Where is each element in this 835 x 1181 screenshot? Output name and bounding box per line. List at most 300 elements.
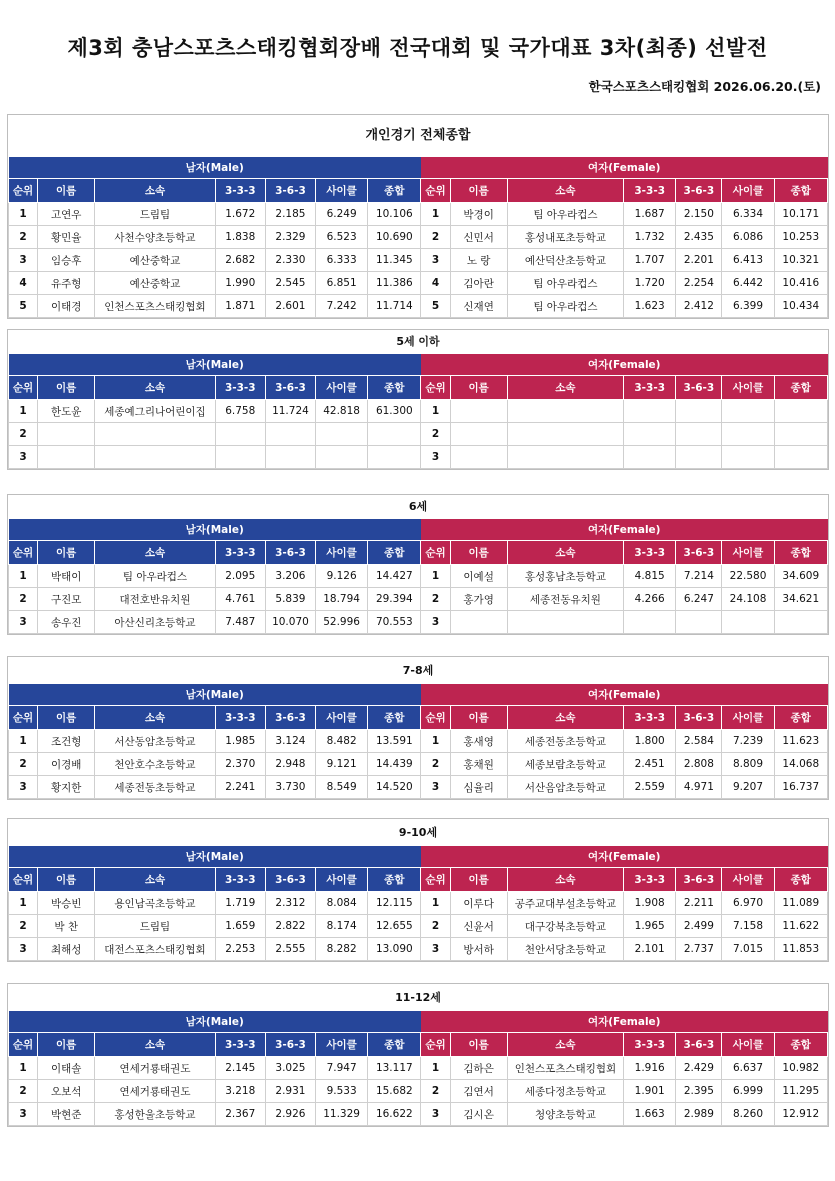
cell-name: 신윤서 [450,915,507,938]
table-row [9,938,828,961]
cell-cycle: 9.126 [316,565,368,588]
cell-cycle: 9.207 [722,776,774,799]
cell-cycle: 6.851 [316,272,368,295]
cell-cycle: 6.999 [722,1080,774,1103]
column-header-cycle: 사이클 [722,541,774,565]
cell-total: 11.714 [368,295,421,318]
cell-name: 홍가영 [450,588,507,611]
cell-total: 70.553 [368,611,421,634]
table-row [9,776,828,799]
cell-score-363: 6.247 [676,588,722,611]
cell-score-363: 2.808 [676,753,722,776]
column-header-cycle: 사이클 [722,868,774,892]
male-header: 남자(Male) [9,846,421,868]
cell-total: 14.427 [368,565,421,588]
cell-affiliation [507,446,623,469]
column-header-score-333: 3-3-3 [624,706,676,730]
table-row [9,203,828,226]
column-header-name: 이름 [38,541,95,565]
cell-rank: 1 [9,565,38,588]
column-header-score-363: 3-6-3 [676,706,722,730]
cell-score-363: 2.150 [676,203,722,226]
cell-score-333: 1.720 [624,272,676,295]
cell-score-363: 2.201 [676,249,722,272]
cell-score-363: 2.601 [265,295,315,318]
cell-rank: 1 [9,400,38,423]
cell-affiliation: 드림팀 [95,203,215,226]
cell-name: 한도윤 [38,400,95,423]
section-title: 11-12세 [395,991,441,1004]
results-table [8,354,828,469]
column-header-score-363: 3-6-3 [265,376,315,400]
column-header-cycle: 사이클 [316,1033,368,1057]
section-5 [7,983,829,1127]
cell-affiliation: 공주교대부설초등학교 [507,892,623,915]
column-header-score-333: 3-3-3 [215,1033,265,1057]
cell-score-333: 2.145 [215,1057,265,1080]
cell-cycle: 7.242 [316,295,368,318]
cell-score-333: 2.101 [624,938,676,961]
column-header-name: 이름 [450,706,507,730]
cell-name: 노 랑 [450,249,507,272]
cell-rank: 3 [421,776,450,799]
cell-score-363: 2.329 [265,226,315,249]
column-header-name: 이름 [450,541,507,565]
male-header: 남자(Male) [9,1011,421,1033]
cell-rank: 2 [421,753,450,776]
cell-score-363 [676,400,722,423]
cell-affiliation: 세종예그리나어린이집 [95,400,215,423]
cell-score-333: 2.253 [215,938,265,961]
cell-name: 심율리 [450,776,507,799]
cell-total: 10.982 [774,1057,827,1080]
cell-score-333: 1.659 [215,915,265,938]
column-header-rank: 순위 [9,179,38,203]
results-table [8,1011,828,1126]
cell-score-333: 4.815 [624,565,676,588]
cell-total [368,423,421,446]
section-2 [7,494,829,635]
table-row [9,730,828,753]
table-row [9,753,828,776]
male-header: 남자(Male) [9,519,421,541]
column-header-rank: 순위 [421,376,450,400]
cell-cycle [316,423,368,446]
cell-rank: 3 [9,611,38,634]
cell-name: 임승후 [38,249,95,272]
column-header-total: 종합 [774,179,827,203]
column-header-total: 종합 [774,868,827,892]
cell-score-363: 2.429 [676,1057,722,1080]
cell-affiliation: 세종보람초등학교 [507,753,623,776]
cell-total: 10.690 [368,226,421,249]
cell-total: 15.682 [368,1080,421,1103]
cell-score-333: 1.871 [215,295,265,318]
section-3 [7,656,829,800]
cell-score-363: 2.584 [676,730,722,753]
cell-score-333 [624,446,676,469]
column-header-affiliation: 소속 [95,706,215,730]
female-header: 여자(Female) [421,519,828,541]
column-header-cycle: 사이클 [316,868,368,892]
cell-cycle: 6.413 [722,249,774,272]
cell-affiliation: 팀 아우라컵스 [95,565,215,588]
column-header-name: 이름 [450,868,507,892]
cell-cycle: 9.121 [316,753,368,776]
cell-name [450,400,507,423]
cell-score-333: 1.732 [624,226,676,249]
cell-total: 13.090 [368,938,421,961]
cell-rank: 5 [421,295,450,318]
cell-score-363: 2.555 [265,938,315,961]
column-header-name: 이름 [450,179,507,203]
cell-affiliation: 예산덕산초등학교 [507,249,623,272]
cell-name: 구진모 [38,588,95,611]
column-header-affiliation: 소속 [507,706,623,730]
cell-rank: 2 [9,226,38,249]
cell-total [774,400,827,423]
cell-score-363: 2.499 [676,915,722,938]
cell-name: 조건형 [38,730,95,753]
cell-affiliation [507,423,623,446]
cell-total: 11.295 [774,1080,827,1103]
column-header-rank: 순위 [9,868,38,892]
cell-score-333: 4.761 [215,588,265,611]
cell-score-333: 1.990 [215,272,265,295]
table-row [9,588,828,611]
cell-score-333 [215,423,265,446]
cell-total: 10.416 [774,272,827,295]
cell-score-333: 2.682 [215,249,265,272]
cell-name: 홍새영 [450,730,507,753]
cell-affiliation: 아산신리초등학교 [95,611,215,634]
column-header-total: 종합 [368,868,421,892]
table-row [9,1057,828,1080]
cell-score-363: 2.545 [265,272,315,295]
table-row [9,226,828,249]
cell-affiliation: 세종전동초등학교 [507,730,623,753]
column-header-rank: 순위 [421,541,450,565]
cell-name: 김아란 [450,272,507,295]
cell-name [450,423,507,446]
cell-affiliation: 인천스포츠스태킹협회 [507,1057,623,1080]
cell-cycle: 52.996 [316,611,368,634]
female-header: 여자(Female) [421,684,828,706]
cell-name: 박현준 [38,1103,95,1126]
cell-total [774,611,827,634]
cell-score-333: 1.838 [215,226,265,249]
cell-score-333: 1.985 [215,730,265,753]
cell-score-333: 3.218 [215,1080,265,1103]
column-header-affiliation: 소속 [95,179,215,203]
cell-score-333: 1.623 [624,295,676,318]
column-header-score-363: 3-6-3 [676,376,722,400]
cell-rank: 3 [421,249,450,272]
cell-cycle: 8.174 [316,915,368,938]
column-header-rank: 순위 [421,706,450,730]
cell-score-363 [265,446,315,469]
cell-cycle: 7.015 [722,938,774,961]
cell-rank: 3 [421,1103,450,1126]
cell-score-363: 2.412 [676,295,722,318]
cell-name: 황민율 [38,226,95,249]
cell-total [774,423,827,446]
cell-score-363: 2.931 [265,1080,315,1103]
column-header-name: 이름 [38,179,95,203]
column-header-total: 종합 [368,1033,421,1057]
cell-name: 신재연 [450,295,507,318]
cell-rank: 1 [9,203,38,226]
column-header-score-333: 3-3-3 [215,868,265,892]
cell-rank: 3 [9,938,38,961]
female-header: 여자(Female) [421,157,828,179]
cell-cycle: 8.809 [722,753,774,776]
column-header-total: 종합 [368,376,421,400]
column-header-cycle: 사이클 [722,706,774,730]
female-header: 여자(Female) [421,846,828,868]
cell-total: 16.737 [774,776,827,799]
cell-rank: 1 [421,400,450,423]
cell-affiliation: 팀 아우라컵스 [507,272,623,295]
cell-total: 13.591 [368,730,421,753]
column-header-score-333: 3-3-3 [215,706,265,730]
cell-name: 박태이 [38,565,95,588]
cell-score-363: 11.724 [265,400,315,423]
cell-total: 11.623 [774,730,827,753]
cell-rank: 2 [421,1080,450,1103]
results-table [8,157,828,318]
cell-rank: 2 [421,423,450,446]
column-header-score-333: 3-3-3 [624,868,676,892]
cell-rank: 3 [9,446,38,469]
cell-name: 유주형 [38,272,95,295]
cell-affiliation: 연세거룡태권도 [95,1057,215,1080]
cell-rank: 3 [421,611,450,634]
cell-score-333: 4.266 [624,588,676,611]
cell-total: 11.386 [368,272,421,295]
cell-name: 오보석 [38,1080,95,1103]
cell-total: 12.115 [368,892,421,915]
cell-cycle: 18.794 [316,588,368,611]
cell-score-363: 2.737 [676,938,722,961]
cell-cycle: 7.239 [722,730,774,753]
cell-score-363: 4.971 [676,776,722,799]
cell-affiliation [95,446,215,469]
column-header-total: 종합 [774,706,827,730]
female-header: 여자(Female) [421,354,828,376]
cell-affiliation: 천안서당초등학교 [507,938,623,961]
cell-cycle: 6.249 [316,203,368,226]
column-header-name: 이름 [450,376,507,400]
column-header-total: 종합 [368,541,421,565]
cell-score-333: 1.707 [624,249,676,272]
cell-name: 박승빈 [38,892,95,915]
cell-name: 이예설 [450,565,507,588]
column-header-cycle: 사이클 [316,541,368,565]
cell-cycle: 8.482 [316,730,368,753]
cell-affiliation: 세종다정초등학교 [507,1080,623,1103]
table-row [9,1080,828,1103]
column-header-score-363: 3-6-3 [265,706,315,730]
cell-name: 김연서 [450,1080,507,1103]
column-header-total: 종합 [368,179,421,203]
cell-affiliation: 용인남곡초등학교 [95,892,215,915]
cell-total: 10.434 [774,295,827,318]
cell-cycle [722,400,774,423]
cell-score-333: 1.672 [215,203,265,226]
cell-total: 34.609 [774,565,827,588]
column-header-score-333: 3-3-3 [624,1033,676,1057]
cell-score-333: 6.758 [215,400,265,423]
table-row [9,423,828,446]
cell-affiliation: 홍성한울초등학교 [95,1103,215,1126]
cell-score-333: 2.559 [624,776,676,799]
column-header-score-333: 3-3-3 [624,376,676,400]
cell-cycle: 8.282 [316,938,368,961]
table-row [9,446,828,469]
cell-affiliation: 서산음암초등학교 [507,776,623,799]
cell-rank: 1 [421,565,450,588]
cell-cycle: 6.637 [722,1057,774,1080]
column-header-name: 이름 [38,376,95,400]
cell-cycle: 7.158 [722,915,774,938]
cell-score-363: 2.948 [265,753,315,776]
cell-score-333: 2.241 [215,776,265,799]
cell-score-333: 2.451 [624,753,676,776]
cell-name: 이경배 [38,753,95,776]
cell-cycle: 6.442 [722,272,774,295]
column-header-affiliation: 소속 [95,868,215,892]
cell-name: 김시온 [450,1103,507,1126]
cell-cycle: 6.334 [722,203,774,226]
cell-name: 박경이 [450,203,507,226]
column-header-affiliation: 소속 [507,868,623,892]
column-header-affiliation: 소속 [507,1033,623,1057]
cell-cycle: 24.108 [722,588,774,611]
cell-rank: 3 [421,938,450,961]
cell-cycle: 6.970 [722,892,774,915]
cell-score-333: 7.487 [215,611,265,634]
cell-total: 12.912 [774,1103,827,1126]
section-title: 5세 이하 [396,335,440,348]
cell-rank: 1 [421,203,450,226]
results-table [8,684,828,799]
column-header-cycle: 사이클 [722,1033,774,1057]
cell-affiliation: 예산중학교 [95,249,215,272]
column-header-score-333: 3-3-3 [624,541,676,565]
table-row [9,400,828,423]
table-row [9,272,828,295]
cell-total: 34.621 [774,588,827,611]
column-header-cycle: 사이클 [316,376,368,400]
cell-affiliation: 대전스포츠스태킹협회 [95,938,215,961]
cell-total [774,446,827,469]
cell-score-363: 3.206 [265,565,315,588]
cell-total: 11.345 [368,249,421,272]
cell-cycle [316,446,368,469]
cell-score-333 [624,400,676,423]
cell-cycle: 6.333 [316,249,368,272]
cell-rank: 1 [9,730,38,753]
cell-rank: 1 [9,892,38,915]
column-header-score-333: 3-3-3 [624,179,676,203]
cell-name: 이태솔 [38,1057,95,1080]
column-header-name: 이름 [38,1033,95,1057]
cell-total: 12.655 [368,915,421,938]
cell-affiliation [507,611,623,634]
cell-score-333: 1.687 [624,203,676,226]
section-title: 개인경기 전체종합 [365,128,471,143]
column-header-affiliation: 소속 [95,376,215,400]
cell-name: 최해성 [38,938,95,961]
column-header-score-363: 3-6-3 [676,179,722,203]
cell-affiliation: 세종전동유치원 [507,588,623,611]
cell-score-363: 3.025 [265,1057,315,1080]
cell-score-363: 5.839 [265,588,315,611]
cell-total: 11.853 [774,938,827,961]
cell-score-363: 2.312 [265,892,315,915]
cell-affiliation: 연세거룡태권도 [95,1080,215,1103]
table-row [9,249,828,272]
section-title: 7-8세 [402,664,434,677]
page-title: 제3회 충남스포츠스태킹협회장배 전국대회 및 국가대표 3차(최종) 선발전 [67,36,768,60]
cell-score-333: 1.965 [624,915,676,938]
cell-cycle: 8.549 [316,776,368,799]
column-header-cycle: 사이클 [316,706,368,730]
cell-affiliation: 팀 아우라컵스 [507,295,623,318]
cell-name: 송우진 [38,611,95,634]
cell-name: 황지한 [38,776,95,799]
cell-score-363 [676,611,722,634]
results-table [8,519,828,634]
cell-cycle: 6.399 [722,295,774,318]
column-header-cycle: 사이클 [722,376,774,400]
cell-rank: 2 [9,753,38,776]
section-1 [7,329,829,470]
cell-name: 이태경 [38,295,95,318]
cell-total: 29.394 [368,588,421,611]
cell-total: 14.439 [368,753,421,776]
table-row [9,1103,828,1126]
cell-score-363: 2.330 [265,249,315,272]
cell-rank: 2 [9,1080,38,1103]
cell-affiliation: 홍성내포초등학교 [507,226,623,249]
cell-total: 13.117 [368,1057,421,1080]
column-header-score-333: 3-3-3 [215,376,265,400]
cell-rank: 3 [9,1103,38,1126]
cell-name: 방서하 [450,938,507,961]
column-header-score-363: 3-6-3 [676,868,722,892]
cell-cycle [722,611,774,634]
cell-affiliation: 인천스포츠스태킹협회 [95,295,215,318]
column-header-rank: 순위 [9,1033,38,1057]
cell-total: 16.622 [368,1103,421,1126]
cell-rank: 2 [421,588,450,611]
cell-rank: 1 [421,1057,450,1080]
cell-affiliation: 드림팀 [95,915,215,938]
cell-score-363 [676,423,722,446]
cell-total: 10.171 [774,203,827,226]
cell-score-363: 2.435 [676,226,722,249]
cell-score-333: 1.800 [624,730,676,753]
column-header-rank: 순위 [9,376,38,400]
column-header-rank: 순위 [421,1033,450,1057]
male-header: 남자(Male) [9,157,421,179]
cell-rank: 2 [9,423,38,446]
table-row [9,611,828,634]
column-header-total: 종합 [774,376,827,400]
cell-rank: 1 [9,1057,38,1080]
